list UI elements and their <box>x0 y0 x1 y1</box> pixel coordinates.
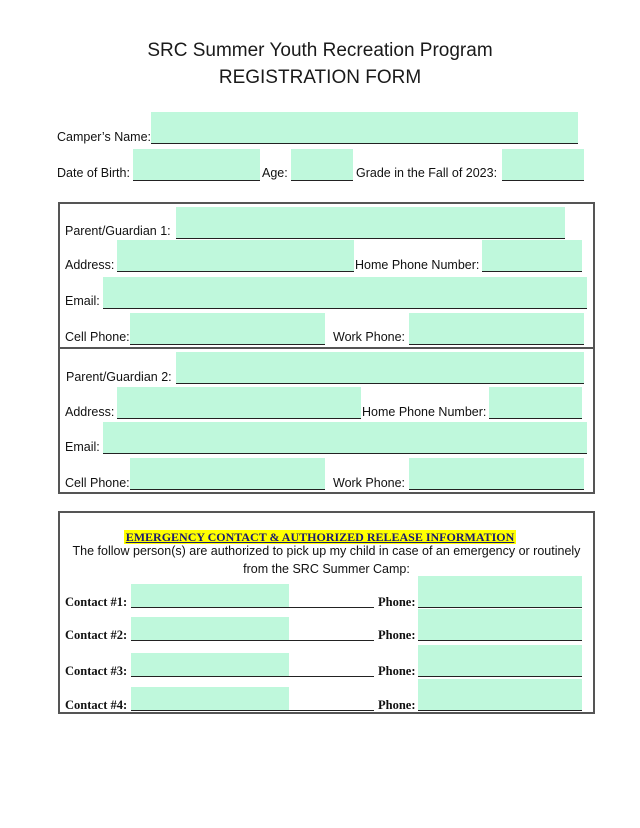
contact4-label: Contact #4: <box>65 698 128 712</box>
guardian2-home-phone-label: Home Phone Number: <box>362 405 487 419</box>
guardian1-address-input[interactable] <box>117 240 354 271</box>
contact2-phone-input[interactable] <box>418 609 582 640</box>
guardian2-work-label: Work Phone: <box>333 476 406 490</box>
guardian2-home-phone-underline <box>489 418 582 419</box>
age-label: Age: <box>262 166 288 180</box>
guardian1-home-phone-label: Home Phone Number: <box>355 258 480 272</box>
grade-label: Grade in the Fall of 2023: <box>356 166 498 180</box>
contact4-phone-label: Phone: <box>378 698 416 712</box>
contact1-underline <box>131 607 374 608</box>
contact1-label: Contact #1: <box>65 595 128 609</box>
contact4-name-input[interactable] <box>131 687 289 710</box>
guardian2-work-input[interactable] <box>409 458 584 489</box>
camper-name-input[interactable] <box>151 112 578 143</box>
guardian1-cell-input[interactable] <box>130 313 325 344</box>
guardian1-address-underline <box>117 271 354 272</box>
guardian2-email-underline <box>103 453 587 454</box>
guardian1-cell-underline <box>130 344 325 345</box>
contact1-phone-input[interactable] <box>418 576 582 607</box>
contact3-name-input[interactable] <box>131 653 289 676</box>
grade-underline <box>502 180 584 181</box>
guardian2-cell-label: Cell Phone: <box>65 476 130 490</box>
contact2-phone-label: Phone: <box>378 628 416 642</box>
guardian2-address-label: Address: <box>65 405 115 419</box>
guardian-divider <box>60 347 593 349</box>
dob-label: Date of Birth: <box>57 166 130 180</box>
contact1-phone-label: Phone: <box>378 595 416 609</box>
form-title: SRC Summer Youth Recreation Program <box>147 40 493 61</box>
guardian2-cell-input[interactable] <box>130 458 325 489</box>
emergency-heading: EMERGENCY CONTACT & AUTHORIZED RELEASE INFORMATION <box>125 530 515 544</box>
camper-name-label: Camper’s Name: <box>57 130 152 144</box>
guardian2-home-phone-input[interactable] <box>489 387 582 418</box>
guardian1-name-input[interactable] <box>176 207 565 238</box>
dob-input[interactable] <box>133 149 260 180</box>
guardian2-address-input[interactable] <box>117 387 361 418</box>
contact4-underline <box>131 710 374 711</box>
guardian2-email-input[interactable] <box>103 422 587 453</box>
guardian1-cell-label: Cell Phone: <box>65 330 130 344</box>
contact4-phone-input[interactable] <box>418 679 582 710</box>
contact3-underline <box>131 676 374 677</box>
guardian2-work-underline <box>409 489 584 490</box>
guardian1-label: Parent/Guardian 1: <box>65 224 171 238</box>
contact4-phone-underline <box>418 710 582 711</box>
grade-input[interactable] <box>502 149 584 180</box>
contact3-phone-underline <box>418 676 582 677</box>
contact3-label: Contact #3: <box>65 664 128 678</box>
contact1-phone-underline <box>418 607 582 608</box>
dob-underline <box>133 180 260 181</box>
guardian2-name-underline <box>176 383 584 384</box>
emergency-description-line2: from the SRC Summer Camp: <box>243 562 410 576</box>
guardian1-email-label: Email: <box>65 294 100 308</box>
guardian1-name-underline <box>176 238 565 239</box>
age-input[interactable] <box>291 149 353 180</box>
form-subtitle: REGISTRATION FORM <box>218 67 422 88</box>
guardian2-label: Parent/Guardian 2: <box>66 370 172 384</box>
guardian1-home-phone-input[interactable] <box>482 240 582 271</box>
camper-name-underline <box>151 143 578 144</box>
contact1-name-input[interactable] <box>131 584 289 607</box>
guardian2-cell-underline <box>130 489 325 490</box>
guardian2-name-input[interactable] <box>176 352 584 383</box>
contact2-underline <box>131 640 374 641</box>
guardian1-email-underline <box>103 308 587 309</box>
guardian2-address-underline <box>117 418 361 419</box>
guardian1-address-label: Address: <box>65 258 115 272</box>
guardian1-work-input[interactable] <box>409 313 584 344</box>
contact2-name-input[interactable] <box>131 617 289 640</box>
contact2-label: Contact #2: <box>65 628 128 642</box>
guardian1-work-label: Work Phone: <box>333 330 406 344</box>
emergency-description-line1: The follow person(s) are authorized to pick up my child in case of an emergency or routinely <box>72 544 581 558</box>
contact2-phone-underline <box>418 640 582 641</box>
contact3-phone-label: Phone: <box>378 664 416 678</box>
guardian1-home-phone-underline <box>482 271 582 272</box>
age-underline <box>291 180 353 181</box>
contact3-phone-input[interactable] <box>418 645 582 676</box>
guardian1-work-underline <box>409 344 584 345</box>
guardian2-email-label: Email: <box>65 440 100 454</box>
guardian1-email-input[interactable] <box>103 277 587 308</box>
